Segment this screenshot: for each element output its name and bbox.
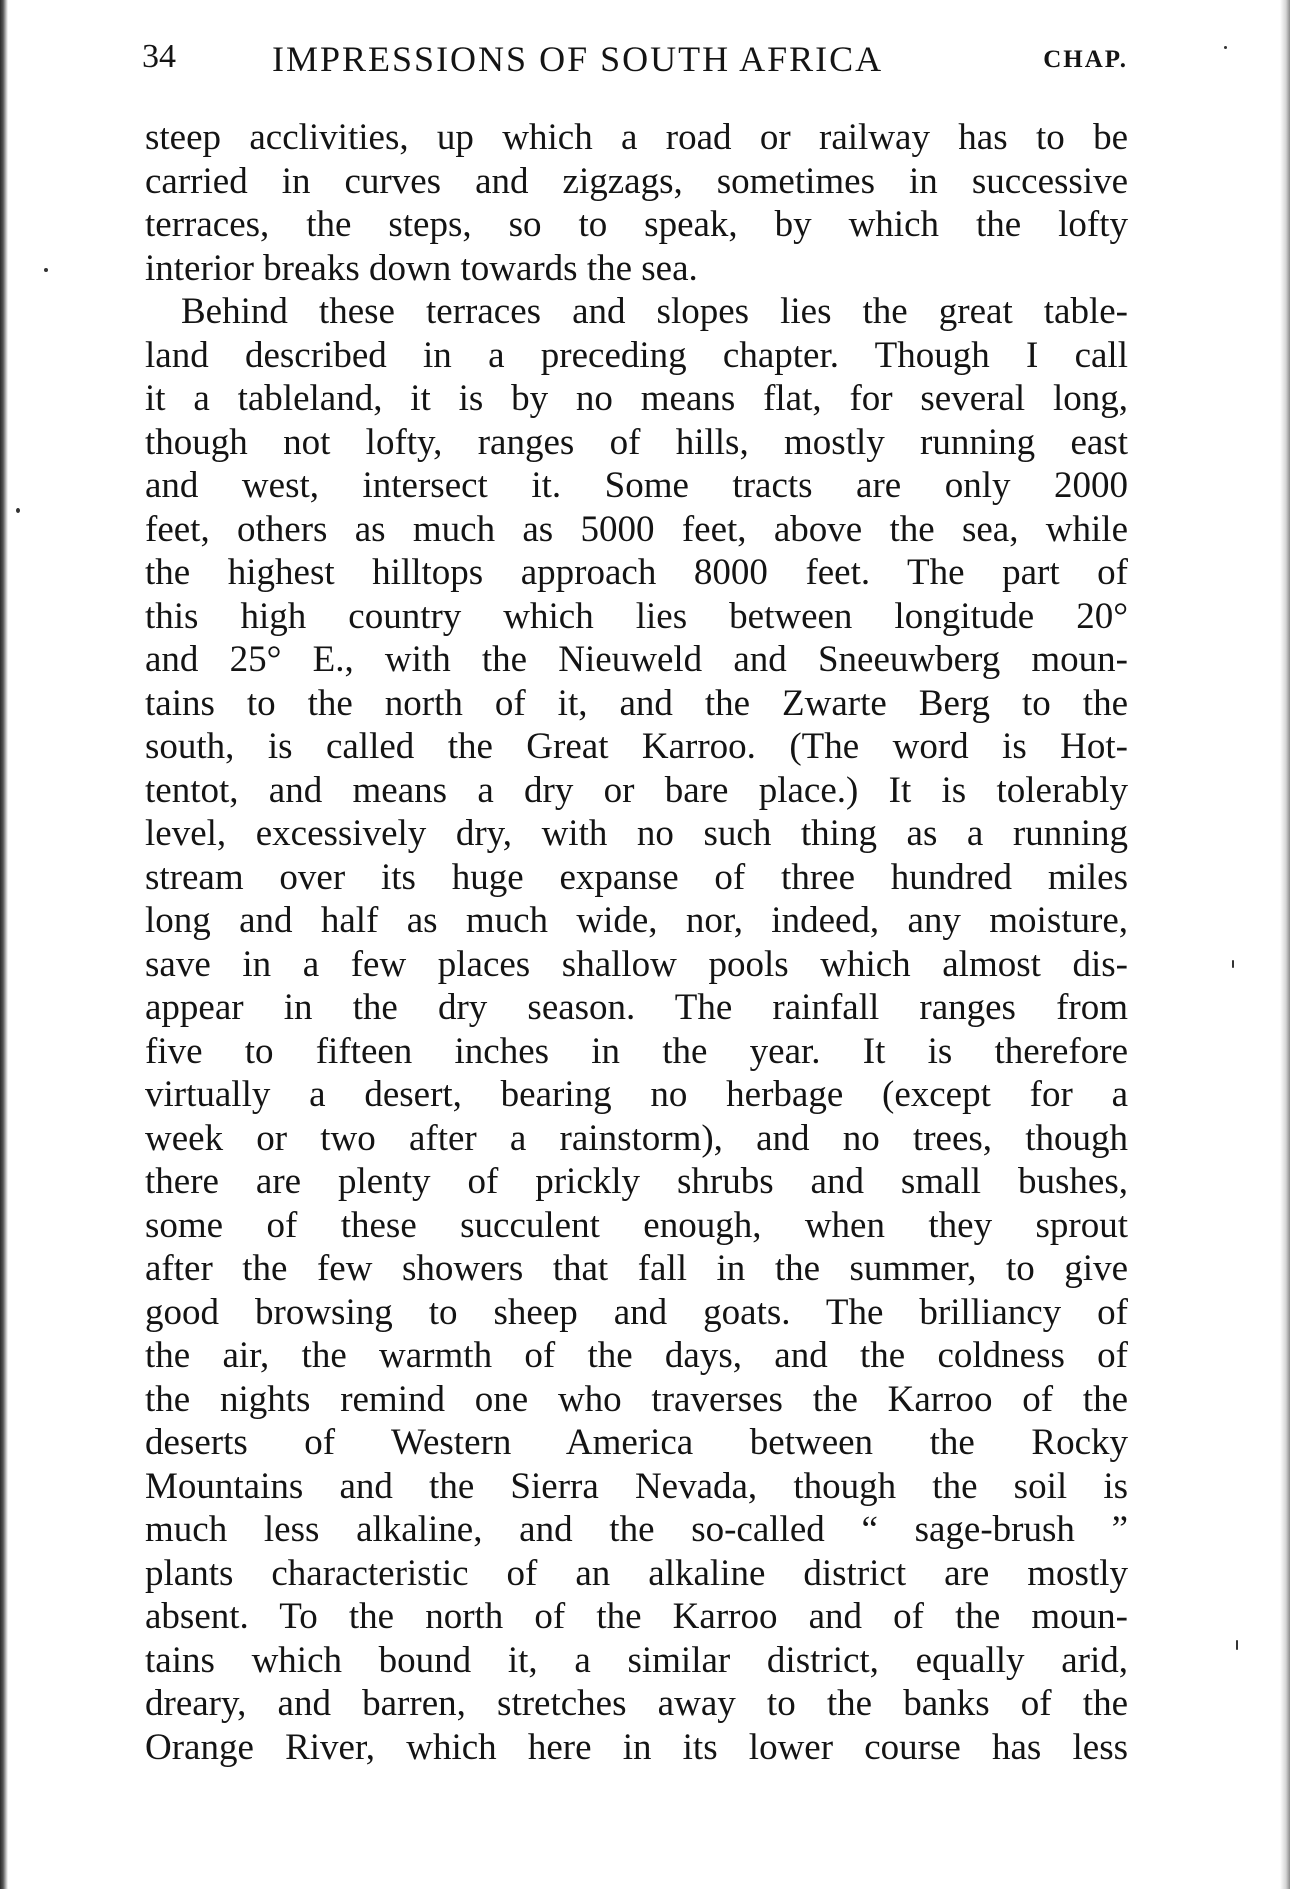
text-line: plants characteristic of an alkaline district are mostly [145,1552,1128,1594]
right-page-edge [1280,0,1290,1889]
text-line: interior breaks down towards the sea. [145,247,698,289]
text-line: tentot, and means a dry or bare place.) It is tolerably [145,769,1128,811]
text-line: terraces, the steps, so to speak, by which the lofty [145,204,1128,245]
text-line: good browsing to sheep and goats. The brilliancy of [145,1291,1128,1333]
scan-speck [44,268,48,272]
text-line: steep acclivities, up which a road or railway has to be [145,117,1128,158]
text-line: south, is called the Great Karroo. (The word is Hot- [145,726,1128,767]
text-line: week or two after a rainstorm), and no trees, though [145,1117,1128,1159]
chapter-abbreviation: CHAP. [1043,46,1128,73]
text-line: virtually a desert, bearing no herbage (except for a [145,1074,1128,1115]
paragraph-first-line: Behind these terraces and slopes lies the great table- [181,291,1128,332]
body-text [145,116,1128,1769]
scan-speck [1224,46,1227,49]
text-line: and 25° E., with the Nieuweld and Sneeuwberg moun- [145,639,1128,680]
text-line: after the few showers that fall in the summer, to give [145,1248,1128,1289]
text-line: dreary, and barren, stretches away to the banks of the [145,1683,1128,1724]
text-line: tains which bound it, a similar district, equally arid, [145,1639,1128,1681]
scan-speck [1236,1640,1238,1650]
page-number: 34 [142,38,176,75]
text-line: appear in the dry season. The rainfall ranges from [145,987,1128,1028]
left-binding-edge [0,0,8,1889]
text-line: carried in curves and zigzags, sometimes in successive [145,160,1128,202]
page-header [132,32,1128,92]
text-line: the nights remind one who traverses the Karroo of the [145,1378,1128,1420]
text-line: and west, intersect it. Some tracts are only 2000 [145,465,1128,506]
text-line: long and half as much wide, nor, indeed, any moisture, [145,900,1128,941]
text-line: Orange River, which here in its lower course has less [145,1726,1128,1768]
text-line: it a tableland, it is by no means flat, for several long, [145,378,1128,419]
text-line: five to fifteen inches in the year. It is therefore [145,1030,1128,1072]
scan-speck [1232,960,1234,968]
text-line: much less alkaline, and the so-called “ sage-brush ” [145,1509,1128,1550]
text-line: the highest hilltops approach 8000 feet. The part of [145,552,1128,593]
running-title: IMPRESSIONS OF SOUTH AFRICA [272,39,884,79]
text-line: there are plenty of prickly shrubs and small bushes, [145,1161,1128,1202]
text-line: save in a few places shallow pools which almost dis- [145,943,1128,985]
text-line: tains to the north of it, and the Zwarte Berg to the [145,682,1128,724]
text-line: feet, others as much as 5000 feet, above the sea, while [145,508,1128,550]
text-line: the air, the warmth of the days, and the coldness of [145,1335,1128,1376]
text-line: though not lofty, ranges of hills, mostly running east [145,421,1128,463]
text-line: stream over its huge expanse of three hundred miles [145,856,1128,898]
text-line: level, excessively dry, with no such thing as a running [145,813,1128,854]
text-line: deserts of Western America between the Rocky [145,1422,1128,1463]
text-line: land described in a preceding chapter. Though I call [145,334,1128,376]
text-line: some of these succulent enough, when they sprout [145,1204,1128,1246]
text-line: this high country which lies between longitude 20° [145,595,1128,637]
scan-speck [16,508,20,513]
text-line: absent. To the north of the Karroo and of the moun- [145,1596,1128,1637]
text-line: Mountains and the Sierra Nevada, though the soil is [145,1465,1128,1507]
